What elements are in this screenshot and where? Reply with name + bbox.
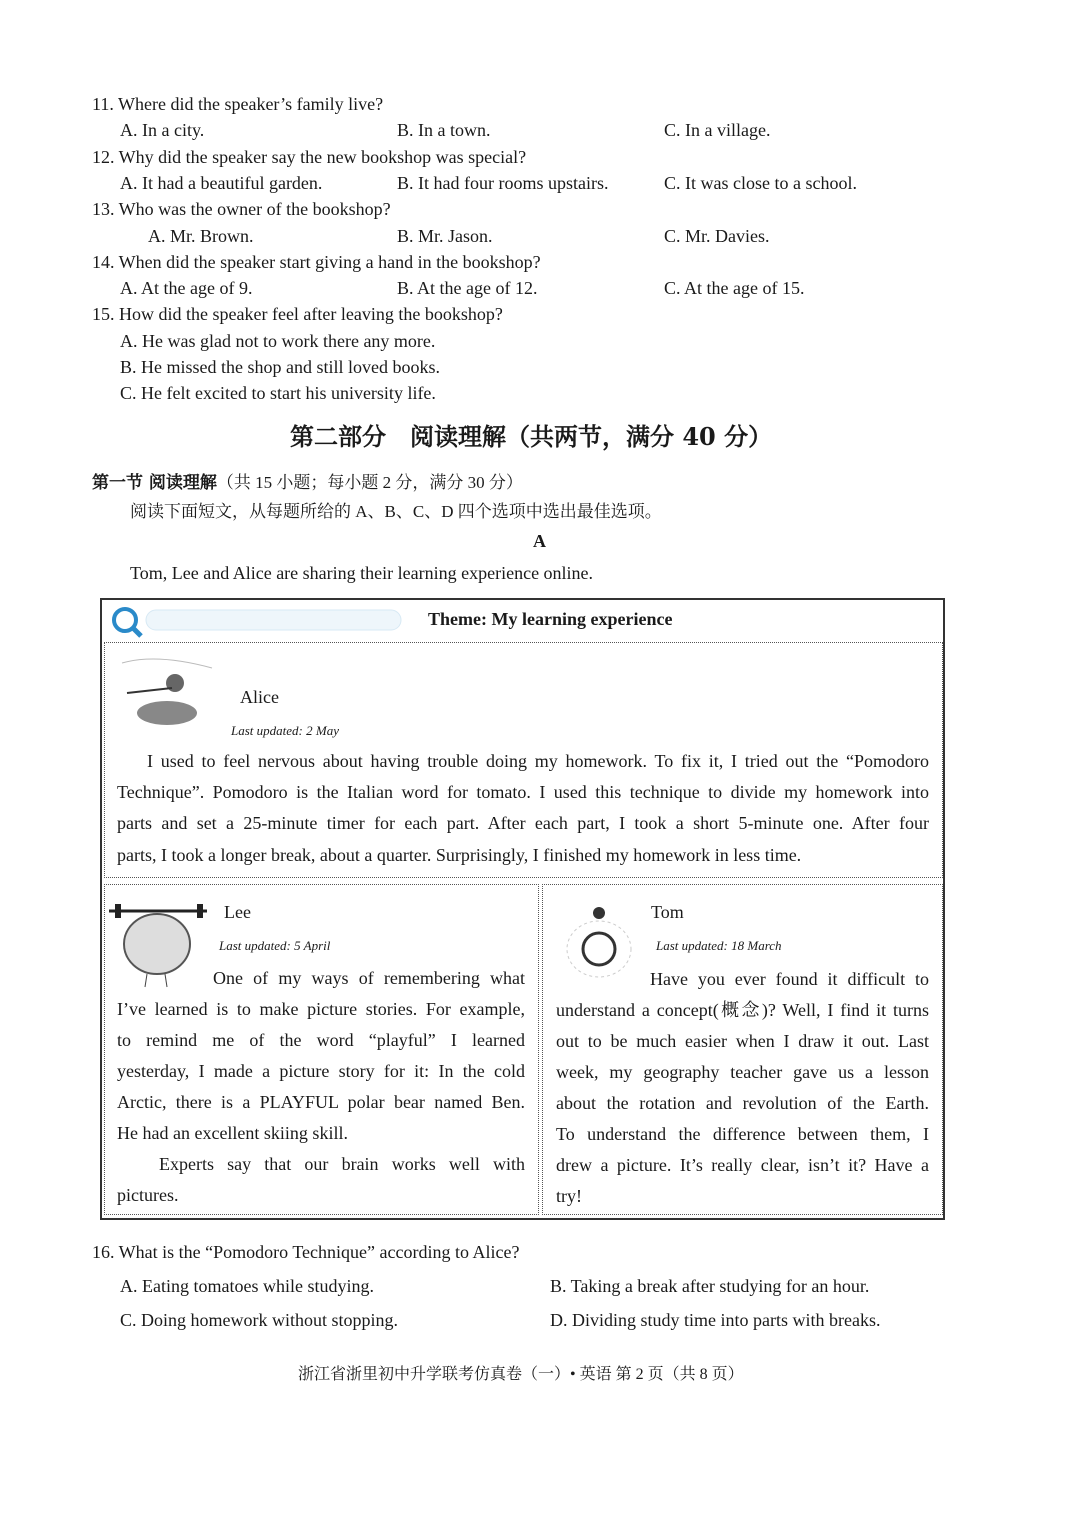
tom-text-line: week, my geography teacher gave us a lesson [556,1062,929,1082]
question-13: 13. Who was the owner of the bookshop? [92,199,391,220]
q16-option-a: A. Eating tomatoes while studying. [120,1276,374,1296]
part-title: 第二部分 阅读理解（共两节，满分 40 分） [290,422,773,451]
option-c: C. It was close to a school. [664,172,857,193]
passage-intro: Tom, Lee and Alice are sharing their learning experience online. [130,563,594,583]
tom-text-line: about the rotation and revolution of the Earth. [556,1093,929,1113]
tom-text-line: Have you ever found it difficult to [650,969,929,989]
tom-text-line: out to be much easier when I draw it out. Last [556,1031,929,1051]
lee-text-line: I’ve learned is to make picture stories. For example, [117,999,525,1019]
q16-option-c: C. Doing homework without stopping. [120,1310,398,1330]
alice-updated: Last updated: 2 May [231,723,339,738]
learning-experience-board [100,598,945,1220]
question-12: 12. Why did the speaker say the new bookshop was special? [92,146,527,167]
option-a: A. Mr. Brown. [148,225,254,246]
question-16: 16. What is the “Pomodoro Technique” according to Alice? [92,1242,520,1262]
option-b: B. He missed the shop and still loved books. [120,357,440,377]
lee-avatar-illustration [107,899,212,989]
alice-name: Alice [240,687,279,707]
lee-text-line: yesterday, I made a picture story for it: In the cold [117,1061,525,1081]
post-alice [104,642,943,878]
lee-text-line: He had an excellent skiing skill. [117,1123,348,1143]
section-note: （共 15 小题；每小题 2 分，满分 30 分） [216,473,523,492]
question-14: 14. When did the speaker start giving a hand in the bookshop? [92,251,541,272]
option-b: B. At the age of 12. [397,278,538,299]
q16-option-d: D. Dividing study time into parts with breaks. [550,1310,881,1330]
search-icon [108,604,408,638]
alice-avatar-illustration [117,653,217,738]
option-c: C. He felt excited to start his university life. [120,383,436,404]
tom-updated: Last updated: 18 March [656,938,782,953]
lee-text-line: Experts say that our brain works well with [159,1154,525,1174]
theme-title: Theme: My learning experience [428,609,673,629]
alice-text-line: Technique”. Pomodoro is the Italian word for tomato. I used this technique to divide my homework into [117,782,929,803]
section-header [92,471,523,494]
option-a: A. At the age of 9. [120,278,253,299]
question-15: 15. How did the speaker feel after leaving the bookshop? [92,304,503,325]
option-a: A. It had a beautiful garden. [120,172,323,193]
option-b: B. In a town. [397,120,491,141]
alice-text-line: parts and set a 25-minute timer for each part. After each part, I took a short 5-minute one. After four [117,813,929,834]
lee-text-line: One of my ways of remembering what [213,968,525,988]
lee-text-line: Arctic, there is a PLAYFUL polar bear named Ben. [117,1092,525,1112]
option-c: C. Mr. Davies. [664,225,770,246]
tom-text-line: To understand the difference between them, I [556,1124,929,1144]
option-b: B. Mr. Jason. [397,225,493,246]
tom-avatar-illustration [561,899,641,979]
option-a: A. In a city. [120,120,205,141]
tom-text-line: try! [556,1186,582,1206]
option-c: C. At the age of 15. [664,278,805,299]
post-lee [104,884,539,1215]
lee-updated: Last updated: 5 April [219,938,331,953]
page-footer: 浙江省浙里初中升学联考仿真卷（一）• 英语 第 2 页（共 8 页） [298,1366,744,1383]
question-11: 11. Where did the speaker’s family live? [92,94,384,114]
q16-option-b: B. Taking a break after studying for an hour. [550,1276,870,1296]
option-b: B. It had four rooms upstairs. [397,172,609,193]
tom-text-line: understand a concept(概念)? Well, I find it turns [556,1000,929,1020]
lee-text-line: to remind me of the word “playful” I learned [117,1030,525,1050]
lee-text-line: pictures. [117,1185,179,1205]
lee-name: Lee [224,902,251,922]
option-c: C. In a village. [664,120,771,141]
instruction: 阅读下面短文，从每题所给的 A、B、C、D 四个选项中选出最佳选项。 [130,502,662,521]
post-tom [542,884,943,1215]
alice-text-line: I used to feel nervous about having trouble doing my homework. To fix it, I tried out the “Pomodoro [147,751,929,771]
tom-name: Tom [651,902,684,922]
section-title: 第一节 阅读理解 [92,473,217,493]
tom-text-line: drew a picture. It’s really clear, isn’t it? Have a [556,1155,929,1175]
passage-letter: A [533,531,546,551]
alice-text-line: parts, I took a longer break, about a quarter. Surprisingly, I finished my homework in less time. [117,844,802,865]
option-a: A. He was glad not to work there any more. [120,330,436,351]
